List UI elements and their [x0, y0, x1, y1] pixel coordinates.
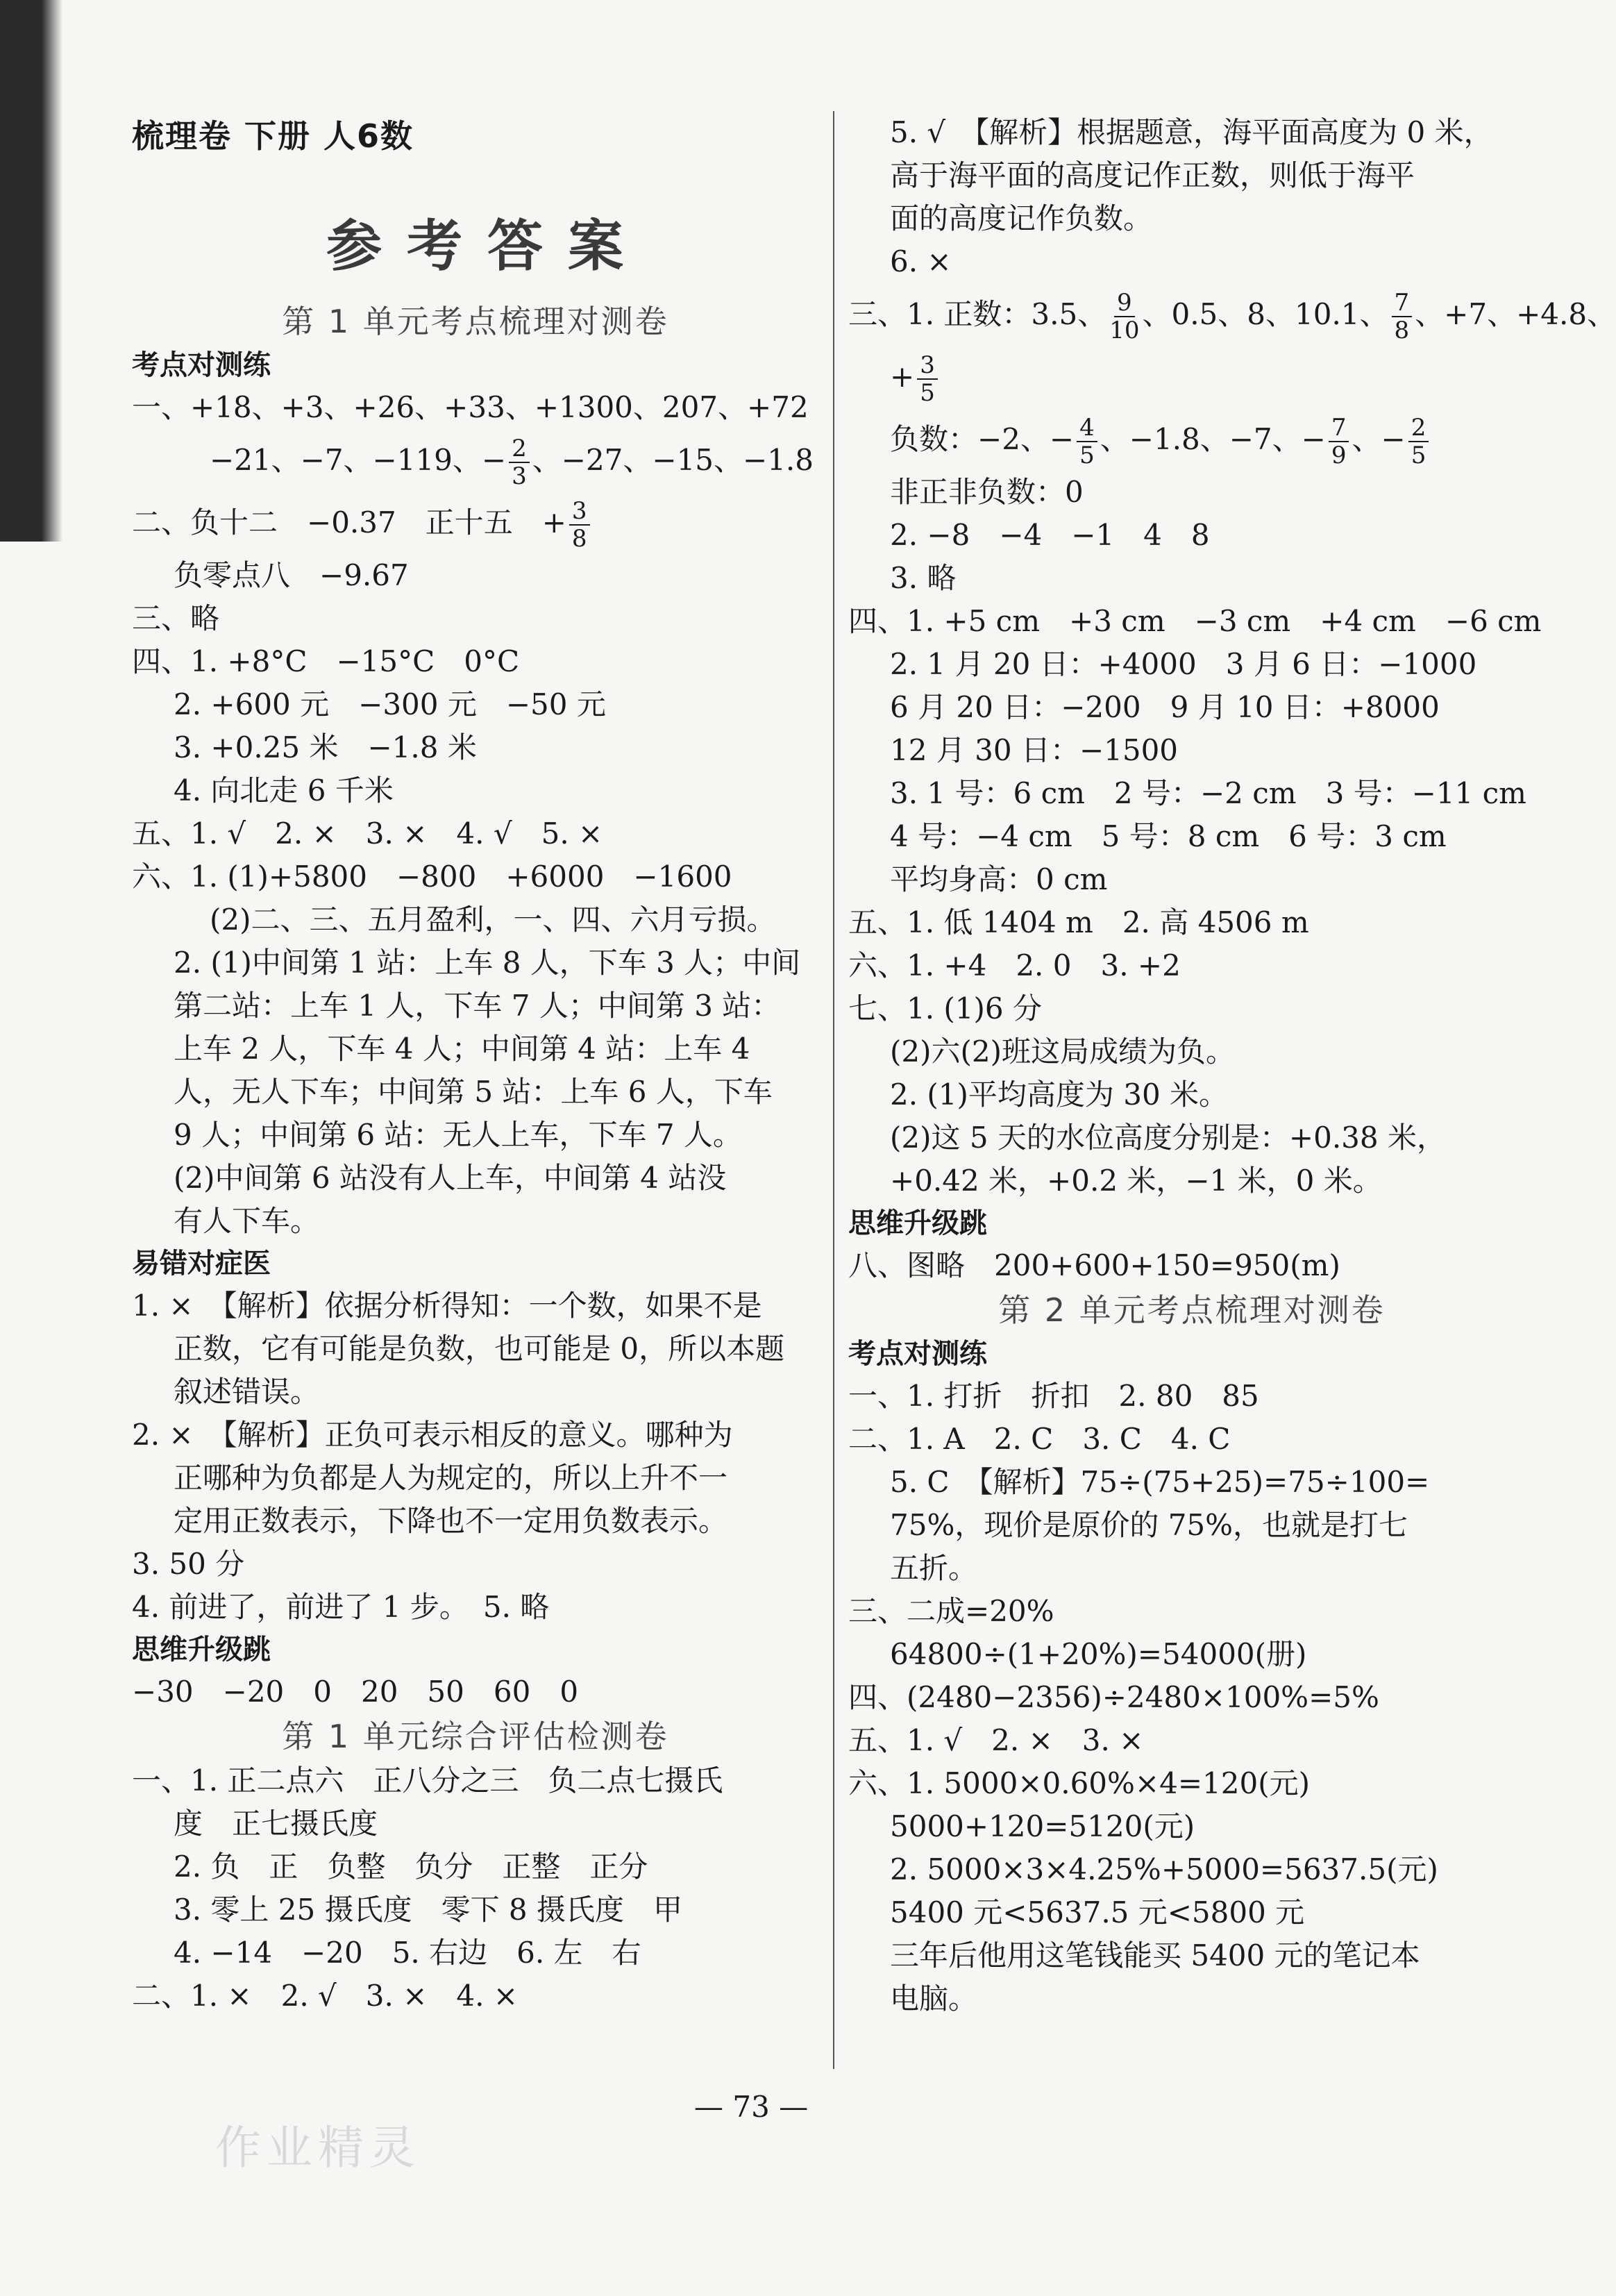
- answer-line: 6. ×: [890, 244, 952, 278]
- answer-line: 3. 50 分: [132, 1547, 245, 1581]
- section-heading: 考点对测练: [848, 1338, 987, 1370]
- answer-line: −30 −20 0 20 50 60 0: [132, 1675, 579, 1709]
- answer-line: 非正非负数：0: [890, 475, 1084, 509]
- answer-line: 二、负十二 −0.37 正十五 + $\frac{3}{8}$: [132, 492, 819, 554]
- answer-line: 64800÷(1+20%)=54000(册): [890, 1637, 1307, 1671]
- answer-line: + $\frac{3}{5}$: [848, 346, 1535, 408]
- answer-line: 一、1. 打折 折扣 2. 80 85: [848, 1379, 1259, 1413]
- answer-line: 2. (1)中间第 1 站：上车 8 人，下车 3 人；中间: [174, 946, 801, 980]
- page-header: 梳理卷 下册 人6数: [132, 117, 414, 155]
- answer-line: 正数，它有可能是负数，也可能是 0，所以本题: [174, 1332, 785, 1366]
- unit-title: 第 1 单元考点梳理对测卷: [282, 303, 669, 340]
- answer-line: 4. −14 −20 5. 右边 6. 左 右: [174, 1936, 641, 1970]
- answer-line: 12 月 30 日：−1500: [890, 733, 1179, 767]
- answer-line: 五、1. √ 2. × 3. × 4. √ 5. ×: [132, 816, 603, 850]
- page-number: — 73 —: [694, 2090, 809, 2124]
- page-title: 参考答案: [326, 213, 648, 278]
- answer-line: 五折。: [890, 1551, 978, 1585]
- answer-line: 9 人；中间第 6 站：无人上车，下车 7 人。: [174, 1118, 742, 1152]
- answer-line: 第二站：上车 1 人，下车 7 人；中间第 3 站：: [174, 989, 781, 1023]
- answer-line: 2. × 【解析】正负可表示相反的意义。哪种为: [132, 1418, 733, 1452]
- answer-line: 高于海平面的高度记作正数，则低于海平: [890, 158, 1415, 192]
- answer-line: 叙述错误。: [174, 1375, 320, 1409]
- answer-line: 六、1. (1)+5800 −800 +6000 −1600: [132, 860, 732, 894]
- fraction: $\frac{2}{3}$: [509, 435, 530, 489]
- answer-line: 七、1. (1)6 分: [848, 991, 1042, 1025]
- answer-line: 定用正数表示，下降也不一定用负数表示。: [174, 1504, 728, 1538]
- fraction: $\frac{3}{8}$: [569, 498, 590, 552]
- answer-line: 上车 2 人，下车 4 人；中间第 4 站：上车 4: [174, 1032, 750, 1066]
- section-heading: 思维升级跳: [132, 1634, 271, 1666]
- answer-line: 4. 向北走 6 千米: [174, 773, 394, 807]
- answer-line: 75%，现价是原价的 75%，也就是打七: [890, 1508, 1408, 1542]
- answer-line: 2. −8 −4 −1 4 8: [890, 518, 1210, 552]
- section-heading: 易错对症医: [132, 1248, 271, 1280]
- answer-line: 4. 前进了，前进了 1 步。 5. 略: [132, 1590, 550, 1624]
- answer-line: 平均身高：0 cm: [890, 862, 1108, 896]
- fraction: $\frac{7}{9}$: [1329, 414, 1349, 469]
- fraction: $\frac{3}{5}$: [917, 352, 938, 406]
- fraction: $\frac{9}{10}$: [1109, 289, 1140, 344]
- answer-line: 6 月 20 日：−200 9 月 10 日：+8000: [890, 690, 1440, 724]
- answer-line: 五、1. 低 1404 m 2. 高 4506 m: [848, 905, 1309, 939]
- answer-line: 二、1. A 2. C 3. C 4. C: [848, 1422, 1231, 1456]
- answer-line: 2. 负 正 负整 负分 正整 正分: [174, 1850, 648, 1884]
- answer-line: 2. (1)平均高度为 30 米。: [890, 1078, 1229, 1112]
- answer-line: 3. +0.25 米 −1.8 米: [174, 730, 477, 764]
- fraction: $\frac{7}{8}$: [1392, 290, 1413, 344]
- fraction: $\frac{2}{5}$: [1408, 414, 1429, 469]
- answer-line: (2)这 5 天的水位高度分别是：+0.38 米，: [890, 1121, 1446, 1155]
- answer-line: 负数：−2、− $\frac{4}{5}$ 、−1.8、−7、− $\frac{7}{9}$ 、− $\frac{2}{5}$: [848, 408, 1535, 471]
- section-heading: 思维升级跳: [848, 1207, 987, 1239]
- answer-line: 正哪种为负都是人为规定的，所以上升不一: [174, 1461, 728, 1495]
- answer-line: 5. C 【解析】75÷(75+25)=75÷100=: [890, 1465, 1430, 1499]
- answer-line: 负零点八 −9.67: [174, 558, 409, 592]
- column-divider: [833, 111, 834, 2069]
- answer-line: 八、图略 200+600+150=950(m): [848, 1248, 1340, 1282]
- answer-line: 5. √ 【解析】根据题意，海平面高度为 0 米，: [890, 115, 1493, 149]
- answer-line: 四、(2480−2356)÷2480×100%=5%: [848, 1680, 1379, 1714]
- answer-line: 3. 零上 25 摄氏度 零下 8 摄氏度 甲: [174, 1893, 682, 1927]
- right-column: [848, 111, 1616, 2020]
- answer-line: 5400 元<5637.5 元<5800 元: [890, 1895, 1305, 1929]
- answer-line: 一、+18、+3、+26、+33、+1300、207、+72: [132, 390, 809, 424]
- answer-line: 六、1. +4 2. 0 3. +2: [848, 948, 1181, 982]
- answer-line: 三、二成=20%: [848, 1594, 1054, 1628]
- section-heading: 考点对测练: [132, 349, 271, 381]
- answer-line: 2. 5000×3×4.25%+5000=5637.5(元): [890, 1852, 1438, 1886]
- answer-line: 二、1. × 2. √ 3. × 4. ×: [132, 1979, 519, 2013]
- answer-line: 三、1. 正数：3.5、 $\frac{9}{10}$ 、0.5、8、10.1、 $\frac{7}{8}$ 、+7、+4.8、: [848, 289, 1616, 344]
- answer-line: 有人下车。: [174, 1204, 320, 1238]
- answer-line: 3. 略: [890, 561, 957, 595]
- answer-line: 三、略: [132, 601, 220, 635]
- answer-line: 2. 1 月 20 日：+4000 3 月 6 日：−1000: [890, 647, 1477, 681]
- answer-line: +0.42 米，+0.2 米，−1 米，0 米。: [890, 1164, 1382, 1198]
- answer-line: (2)中间第 6 站没有人上车，中间第 4 站没: [174, 1161, 727, 1195]
- answer-line: 人，无人下车；中间第 5 站：上车 6 人，下车: [174, 1075, 773, 1109]
- answer-line: 1. × 【解析】依据分析得知：一个数，如果不是: [132, 1289, 762, 1323]
- answer-line: 3. 1 号：6 cm 2 号：−2 cm 3 号：−11 cm: [890, 776, 1527, 810]
- answer-line: (2)二、三、五月盈利，一、四、六月亏损。: [210, 903, 776, 937]
- watermark: 作业精灵: [215, 2121, 421, 2175]
- answer-line: 四、1. +5 cm +3 cm −3 cm +4 cm −6 cm: [848, 604, 1542, 638]
- answer-line: 电脑。: [890, 1981, 978, 2016]
- scan-edge: [0, 0, 62, 542]
- answer-line: 5000+120=5120(元): [890, 1809, 1195, 1843]
- answer-line: 4 号：−4 cm 5 号：8 cm 6 号：3 cm: [890, 819, 1447, 853]
- answer-line: 三年后他用这笔钱能买 5400 元的笔记本: [890, 1938, 1420, 1972]
- answer-line: 面的高度记作负数。: [890, 201, 1153, 235]
- answer-line: 度 正七摄氏度: [174, 1807, 378, 1841]
- answer-line: (2)六(2)班这局成绩为负。: [890, 1034, 1235, 1069]
- left-column: [132, 111, 819, 2018]
- fraction: $\frac{4}{5}$: [1077, 414, 1097, 469]
- answer-line: 五、1. √ 2. × 3. ×: [848, 1723, 1144, 1757]
- unit-title: 第 2 单元考点梳理对测卷: [998, 1291, 1386, 1329]
- answer-line: 四、1. +8°C −15°C 0°C: [132, 644, 520, 678]
- answer-line: 一、1. 正二点六 正八分之三 负二点七摄氏: [132, 1763, 723, 1798]
- answer-line: 2. +600 元 −300 元 −50 元: [174, 687, 606, 721]
- answer-line: 六、1. 5000×0.60%×4=120(元): [848, 1766, 1310, 1800]
- answer-line: −21、−7、−119、− $\frac{2}{3}$ 、−27、−15、−1.8: [210, 435, 814, 490]
- unit-title: 第 1 单元综合评估检测卷: [282, 1718, 669, 1755]
